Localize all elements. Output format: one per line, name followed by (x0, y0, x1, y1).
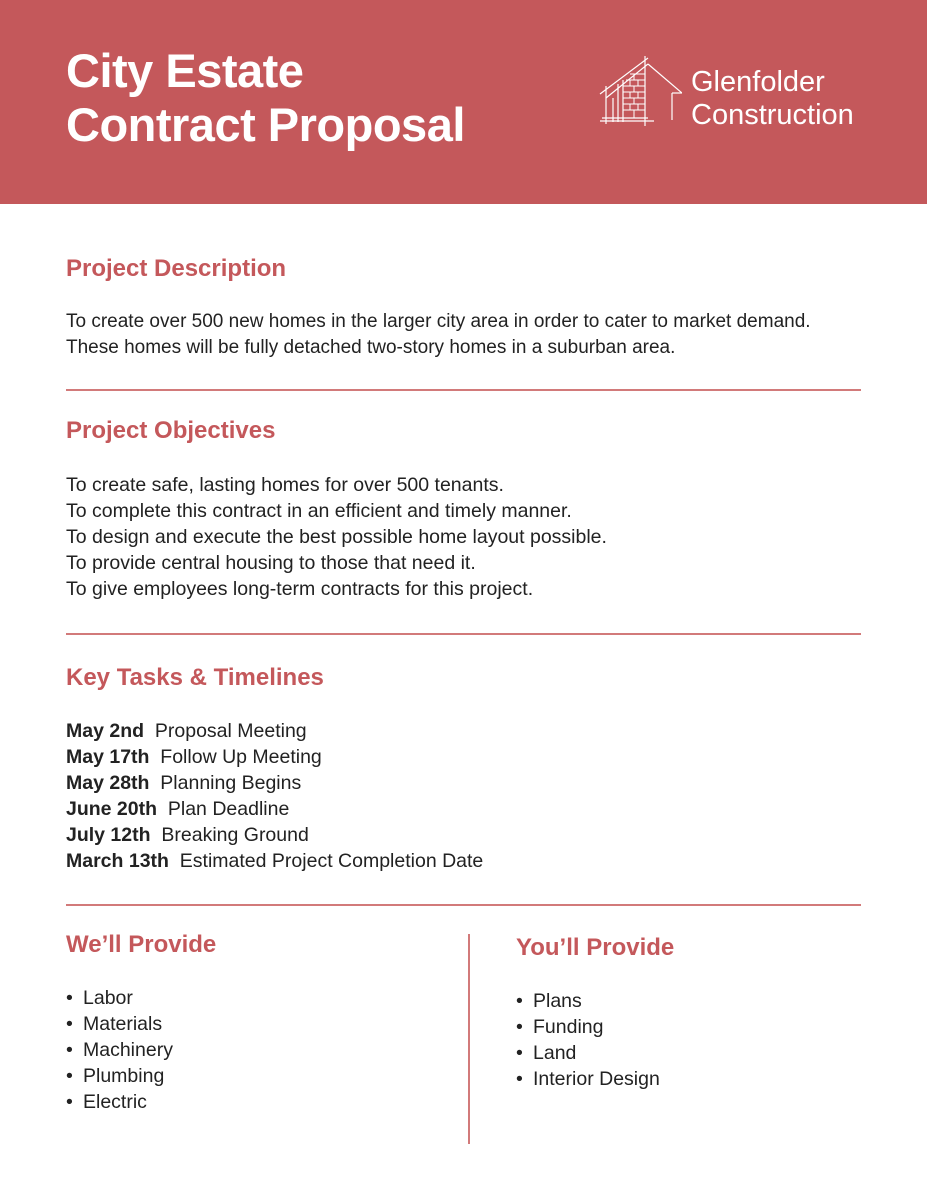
objectives-list (66, 472, 607, 602)
list-item (516, 988, 660, 1014)
bullet-icon: • (66, 987, 73, 1009)
bullet-icon: • (516, 1016, 523, 1038)
timeline-date: May 2nd (66, 720, 145, 742)
company-name (691, 66, 854, 132)
objective-line: To provide central housing to those that need it. (66, 552, 476, 574)
timeline-date: July 12th (66, 824, 151, 846)
section-divider (66, 633, 861, 635)
section-divider (66, 389, 861, 391)
we-provide-list (66, 985, 173, 1115)
document-title (66, 44, 465, 152)
list-item-label: Materials (83, 1013, 163, 1035)
description-line: To create over 500 new homes in the larger city area in order to cater to market demand. (66, 311, 811, 332)
timeline-date: June 20th (66, 798, 158, 820)
timeline-date: May 28th (66, 772, 150, 794)
list-item-label: Electric (83, 1091, 147, 1113)
bullet-icon: • (66, 1065, 73, 1087)
timeline-row (66, 770, 483, 796)
list-item (66, 1037, 173, 1063)
list-item-label: Plans (533, 990, 582, 1012)
list-item-label: Land (533, 1042, 577, 1064)
list-item-label: Plumbing (83, 1065, 165, 1087)
objective-line: To give employees long-term contracts for this project. (66, 578, 534, 600)
timeline-date: March 13th (66, 850, 169, 872)
timeline-row (66, 848, 483, 874)
list-item-label: Labor (83, 987, 133, 1009)
list-item (516, 1014, 660, 1040)
bullet-icon: • (66, 1091, 73, 1113)
column-divider (468, 934, 470, 1144)
section-heading-we-provide: We’ll Provide (66, 931, 217, 958)
bullet-icon: • (66, 1039, 73, 1061)
section-heading-tasks: Key Tasks & Timelines (66, 664, 324, 691)
title-line-2: Contract Proposal (66, 98, 465, 151)
section-heading-description: Project Description (66, 255, 287, 282)
timeline-task: Breaking Ground (161, 824, 309, 846)
timeline-date: May 17th (66, 746, 150, 768)
bullet-icon: • (516, 1042, 523, 1064)
list-item (516, 1066, 660, 1092)
timeline-row (66, 796, 483, 822)
bullet-icon: • (66, 1013, 73, 1035)
list-item (516, 1040, 660, 1066)
description-text (66, 309, 811, 361)
objective-line: To complete this contract in an efficient and timely manner. (66, 500, 572, 522)
section-heading-you-provide: You’ll Provide (516, 934, 675, 961)
list-item-label: Interior Design (533, 1068, 660, 1090)
bullet-icon: • (516, 990, 523, 1012)
bullet-icon: • (516, 1068, 523, 1090)
you-provide-list (516, 988, 660, 1092)
list-item (66, 1089, 173, 1115)
timeline-row (66, 744, 483, 770)
timeline-row (66, 718, 483, 744)
section-heading-objectives: Project Objectives (66, 417, 276, 444)
objective-line: To design and execute the best possible home layout possible. (66, 526, 607, 548)
timeline-list (66, 718, 483, 874)
description-line: These homes will be fully detached two-story homes in a suburban area. (66, 337, 676, 358)
company-line-2: Construction (691, 99, 854, 131)
timeline-row (66, 822, 483, 848)
timeline-task: Planning Begins (160, 772, 302, 794)
objective-line: To create safe, lasting homes for over 500 tenants. (66, 474, 504, 496)
timeline-task: Proposal Meeting (154, 720, 307, 742)
list-item-label: Machinery (83, 1039, 173, 1061)
list-item (66, 1063, 173, 1089)
timeline-task: Plan Deadline (167, 798, 290, 820)
list-item-label: Funding (533, 1016, 604, 1038)
list-item (66, 1011, 173, 1037)
timeline-task: Estimated Project Completion Date (179, 850, 484, 872)
timeline-task: Follow Up Meeting (160, 746, 322, 768)
section-divider (66, 904, 861, 906)
house-brick-sketch-icon (598, 56, 682, 126)
header-banner (0, 0, 927, 204)
company-line-1: Glenfolder (691, 66, 825, 98)
list-item (66, 985, 173, 1011)
title-line-1: City Estate (66, 44, 304, 97)
